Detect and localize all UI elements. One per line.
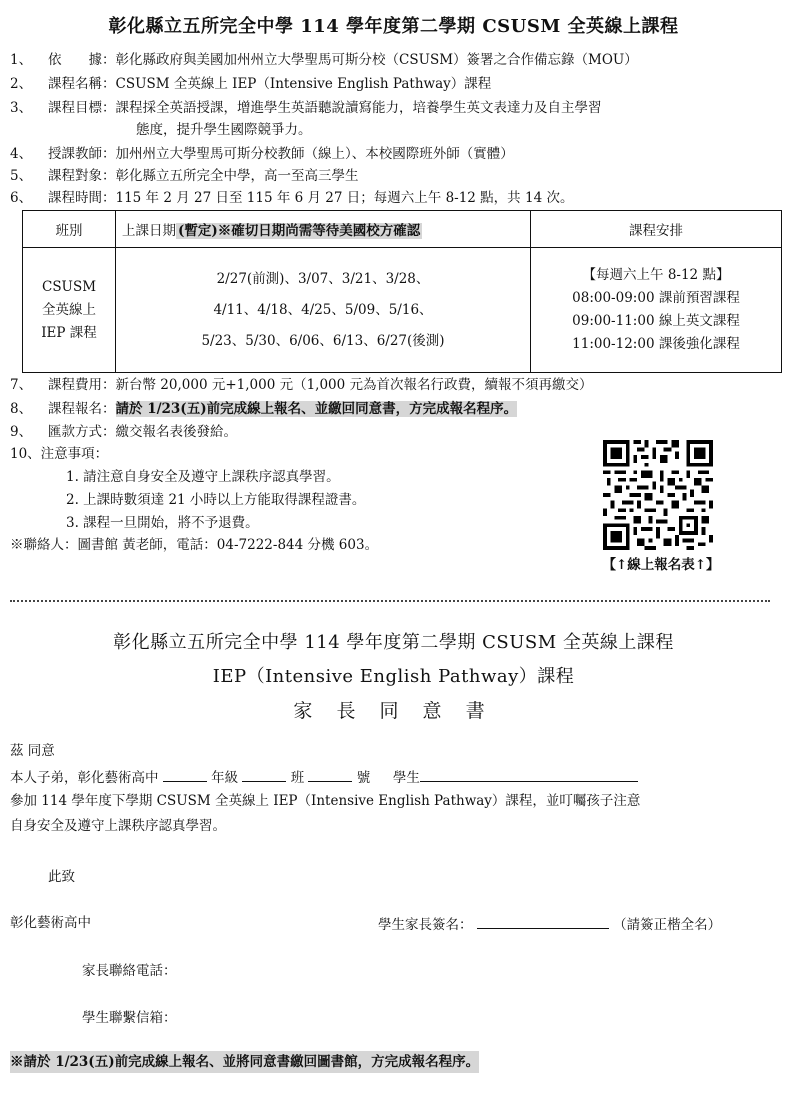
item-key: 課程費用： [48, 377, 116, 393]
student-info-line [10, 766, 638, 788]
student-label: 學生 [392, 770, 420, 786]
table-header-row [23, 211, 782, 248]
consent-form-title: 家 長 同 意 書 [293, 700, 494, 722]
item-number: 7、 [10, 377, 33, 393]
table-row [23, 248, 782, 373]
list-item: 1. 請注意自身安全及遵守上課秩序認真學習。 [66, 469, 340, 485]
signature-field[interactable] [477, 913, 609, 929]
cell-arrangement: 【每週六上午 8-12 點】 08:00-09:00 課前預習課程 09:00-11:00 線上英文課程 11:00-12:00 課後強化課程 [531, 248, 782, 373]
item-number: 4、 [10, 146, 33, 162]
item-value: 115 年 2 月 27 日至 115 年 6 月 27 日；每週六上午 8-12 點，共 14 次。 [115, 190, 574, 206]
seat-label: 號 [356, 770, 371, 786]
item-value: 請於 1/23(五)前完成線上報名、並繳回同意書，方完成報名程序。 [115, 401, 518, 417]
signature-hint: （請簽正楷全名） [613, 917, 722, 933]
item-key: 課程名稱： [48, 76, 116, 92]
grade-field[interactable] [163, 766, 207, 782]
notes-heading: 10、注意事項： [10, 446, 109, 462]
consent-body-line1: 參加 114 學年度下學期 CSUSM 全英線上 IEP（Intensive English Pathway）課程，並叮囑孩子注意 [10, 793, 641, 809]
item-key: 課程時間： [48, 190, 116, 206]
agree-line: 茲 同意 [10, 743, 55, 759]
cut-line-divider [10, 600, 770, 602]
item-key: 課程對象： [48, 168, 116, 184]
header-date [116, 211, 531, 248]
item-course-name [10, 73, 780, 95]
class-field[interactable] [242, 766, 286, 782]
signature-label: 學生家長簽名： [378, 917, 473, 933]
school-name: 彰化藝術高中 [10, 915, 91, 931]
item-basis [10, 49, 780, 71]
item-target [10, 165, 780, 187]
item-number: 3、 [10, 100, 33, 116]
item-value: 課程採全英語授課，增進學生英語聽說讀寫能力，培養學生英文表達力及自主學習 [115, 100, 602, 116]
schedule-table [22, 210, 782, 373]
contact-line: ※聯絡人：圖書館 黃老師，電話：04-7222-844 分機 603。 [10, 537, 379, 553]
closing-text: 此致 [48, 869, 75, 885]
item-key: 匯款方式： [48, 424, 116, 440]
item-number: 9、 [10, 424, 33, 440]
item-fee [10, 374, 780, 396]
item-key: 課程報名： [48, 401, 116, 417]
header-arrangement: 課程安排 [531, 211, 782, 248]
consent-title: 彰化縣立五所完全中學 114 學年度第二學期 CSUSM 全英線上課程 [113, 632, 674, 653]
item-key: 課程目標： [48, 100, 116, 116]
item-teachers [10, 143, 780, 165]
item-value: 加州州立大學聖馬可斯分校教師（線上）、本校國際班外師（實體） [115, 146, 514, 162]
item-registration [10, 398, 780, 420]
consent-subtitle: IEP（Intensive English Pathway）課程 [212, 666, 575, 687]
grade-label: 年級 [211, 770, 239, 786]
phone-label: 家長聯絡電話： [82, 963, 177, 979]
item-value: 彰化縣政府與美國加州州立大學聖馬可斯分校（CSUSM）簽署之合作備忘錄（MOU） [115, 52, 638, 68]
email-label: 學生聯繫信箱： [82, 1010, 177, 1026]
item-number: 1、 [10, 52, 33, 68]
item-value: 彰化縣立五所完全中學，高一至高三學生 [115, 168, 359, 184]
cell-class: CSUSM 全英線上 IEP 課程 [23, 248, 116, 373]
item-number: 5、 [10, 168, 33, 184]
item-value: 繳交報名表後發給。 [115, 424, 237, 440]
signature-row [378, 913, 721, 935]
qr-caption: 【↑線上報名表↑】 [602, 557, 720, 573]
item-number: 8、 [10, 401, 33, 417]
item-course-goal [10, 97, 780, 119]
header-date-note: (暫定)※確切日期尚需等待美國校方確認 [178, 223, 421, 239]
seat-field[interactable] [308, 766, 352, 782]
header-date-prefix: 上課日期 [122, 223, 176, 239]
header-class: 班別 [23, 211, 116, 248]
list-item: 2. 上課時數須達 21 小時以上方能取得課程證書。 [66, 492, 366, 508]
student-name-field[interactable] [420, 766, 638, 782]
school-prefix: 本人子弟，彰化藝術高中 [10, 770, 159, 786]
cell-dates: 2/27(前測)、3/07、3/21、3/28、 4/11、4/18、4/25、5/09、5/16、 5/23、5/30、6/06、6/13、6/27(後測) [116, 248, 531, 373]
final-note: ※請於 1/23(五)前完成線上報名、並將同意書繳回圖書館，方完成報名程序。 [10, 1051, 479, 1073]
document-title: 彰化縣立五所完全中學 114 學年度第二學期 CSUSM 全英線上課程 [108, 16, 679, 37]
item-value: CSUSM 全英線上 IEP（Intensive English Pathway）課程 [115, 76, 492, 92]
item-key: 依 據： [48, 52, 116, 68]
list-item: 3. 課程一旦開始，將不予退費。 [66, 515, 259, 531]
item-value: 新台幣 20,000 元+1,000 元（1,000 元為首次報名行政費，續報不須再繳交） [115, 377, 593, 393]
item-time [10, 187, 780, 209]
consent-body-line2: 自身安全及遵守上課秩序認真學習。 [10, 818, 226, 834]
item-number: 2、 [10, 76, 33, 92]
item-number: 6、 [10, 190, 33, 206]
class-label: 班 [290, 770, 305, 786]
item-course-goal-cont: 態度，提升學生國際競爭力。 [136, 122, 312, 138]
qr-code-icon[interactable] [603, 440, 713, 550]
item-key: 授課教師： [48, 146, 116, 162]
